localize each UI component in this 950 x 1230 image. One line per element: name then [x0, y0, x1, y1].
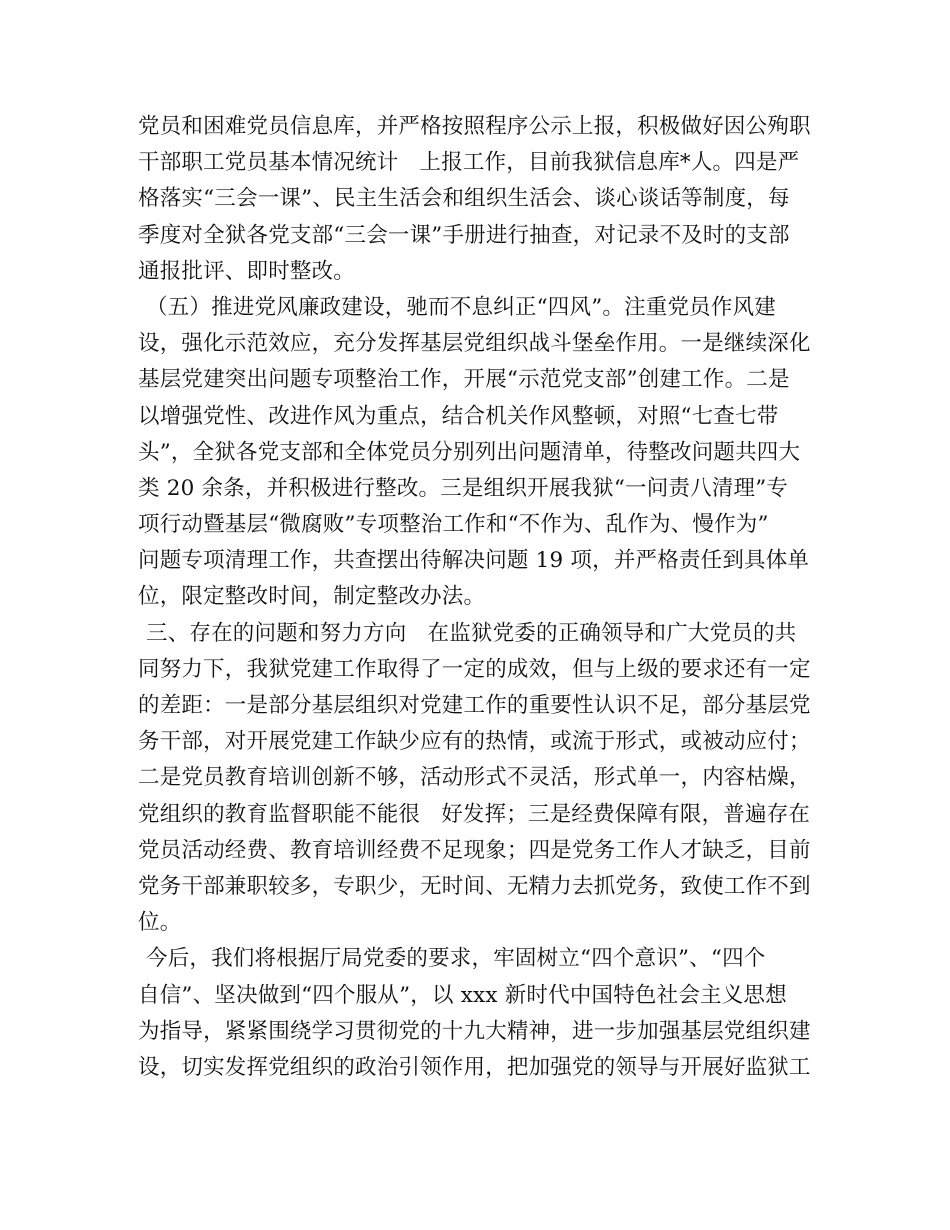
text-line: 干部职工党员基本情况统计 上报工作，目前我狱信息库*人。四是严	[138, 150, 800, 176]
text-line: 位。	[138, 910, 182, 936]
text-line: 位，限定整改时间，制定整改办法。	[138, 584, 486, 610]
text-line: 项行动暨基层“微腐败”专项整治工作和“不作为、乱作为、慢作为”	[138, 512, 769, 538]
text-line: 的差距：一是部分基层组织对党建工作的重要性认识不足，部分基层党	[138, 693, 811, 718]
text-line: 头”，全狱各党支部和全体党员分别列出问题清单，待整改问题共四大	[138, 439, 801, 465]
text-line: 类 20 余条，并积极进行整改。三是组织开展我狱“一问责八清理”专	[138, 475, 789, 501]
text-line: 党组织的教育监督职能不能很 好发挥；三是经费保障有限，普遍存在	[138, 801, 811, 827]
text-line: 季度对全狱各党支部“三会一课”手册进行抽查，对记录不及时的支部	[138, 222, 790, 248]
text-line: 自信”、坚决做到“四个服从”，以 xxx 新时代中国特色社会主义思想	[138, 982, 787, 1008]
section-five-line: （五）推进党风廉政建设，驰而不息纠正“四风”。注重党员作风建	[146, 294, 776, 320]
text-line: 为指导，紧紧围绕学习贯彻党的十九大精神，进一步加强基层党组织建	[138, 1018, 811, 1044]
text-line: 设，切实发挥党组织的政治引领作用，把加强党的领导与开展好监狱工	[138, 1054, 811, 1080]
document-body	[138, 109, 814, 1086]
text-line: 二是党员教育培训创新不够，活动形式不灵活，形式单一，内容枯燥，	[138, 765, 811, 791]
conclusion-paragraph-line: 今后，我们将根据厅局党委的要求，牢固树立“四个意识”、“四个	[146, 946, 766, 972]
text-line: 通报批评、即时整改。	[138, 258, 356, 284]
text-line: 格落实“三会一课”、民主生活会和组织生活会、谈心谈话等制度，每	[138, 186, 790, 212]
section-three-heading-line: 三、存在的问题和努力方向 在监狱党委的正确领导和广大党员的共	[146, 620, 797, 646]
text-line: 务干部，对开展党建工作缺少应有的热情，或流于形式，或被动应付；	[138, 729, 811, 755]
text-line: 问题专项清理工作，共查摆出待解决问题 19 项，并严格责任到具体单	[138, 548, 810, 574]
text-line: 基层党建突出问题专项整治工作，开展“示范党支部”创建工作。二是	[138, 367, 790, 393]
text-line: 党务干部兼职较多，专职少，无时间、无精力去抓党务，致使工作不到	[138, 873, 811, 899]
text-line: 以增强党性、改进作风为重点，结合机关作风整顿，对照“七查七带	[138, 403, 779, 429]
text-line: 设，强化示范效应，充分发挥基层党组织战斗堡垒作用。一是继续深化	[138, 331, 811, 357]
text-line: 同努力下，我狱党建工作取得了一定的成效，但与上级的要求还有一定	[138, 656, 811, 682]
text-line: 党员活动经费、教育培训经费不足现象；四是党务工作人才缺乏，目前	[138, 837, 811, 863]
text-line: 党员和困难党员信息库，并严格按照程序公示上报，积极做好因公殉职	[138, 114, 811, 139]
